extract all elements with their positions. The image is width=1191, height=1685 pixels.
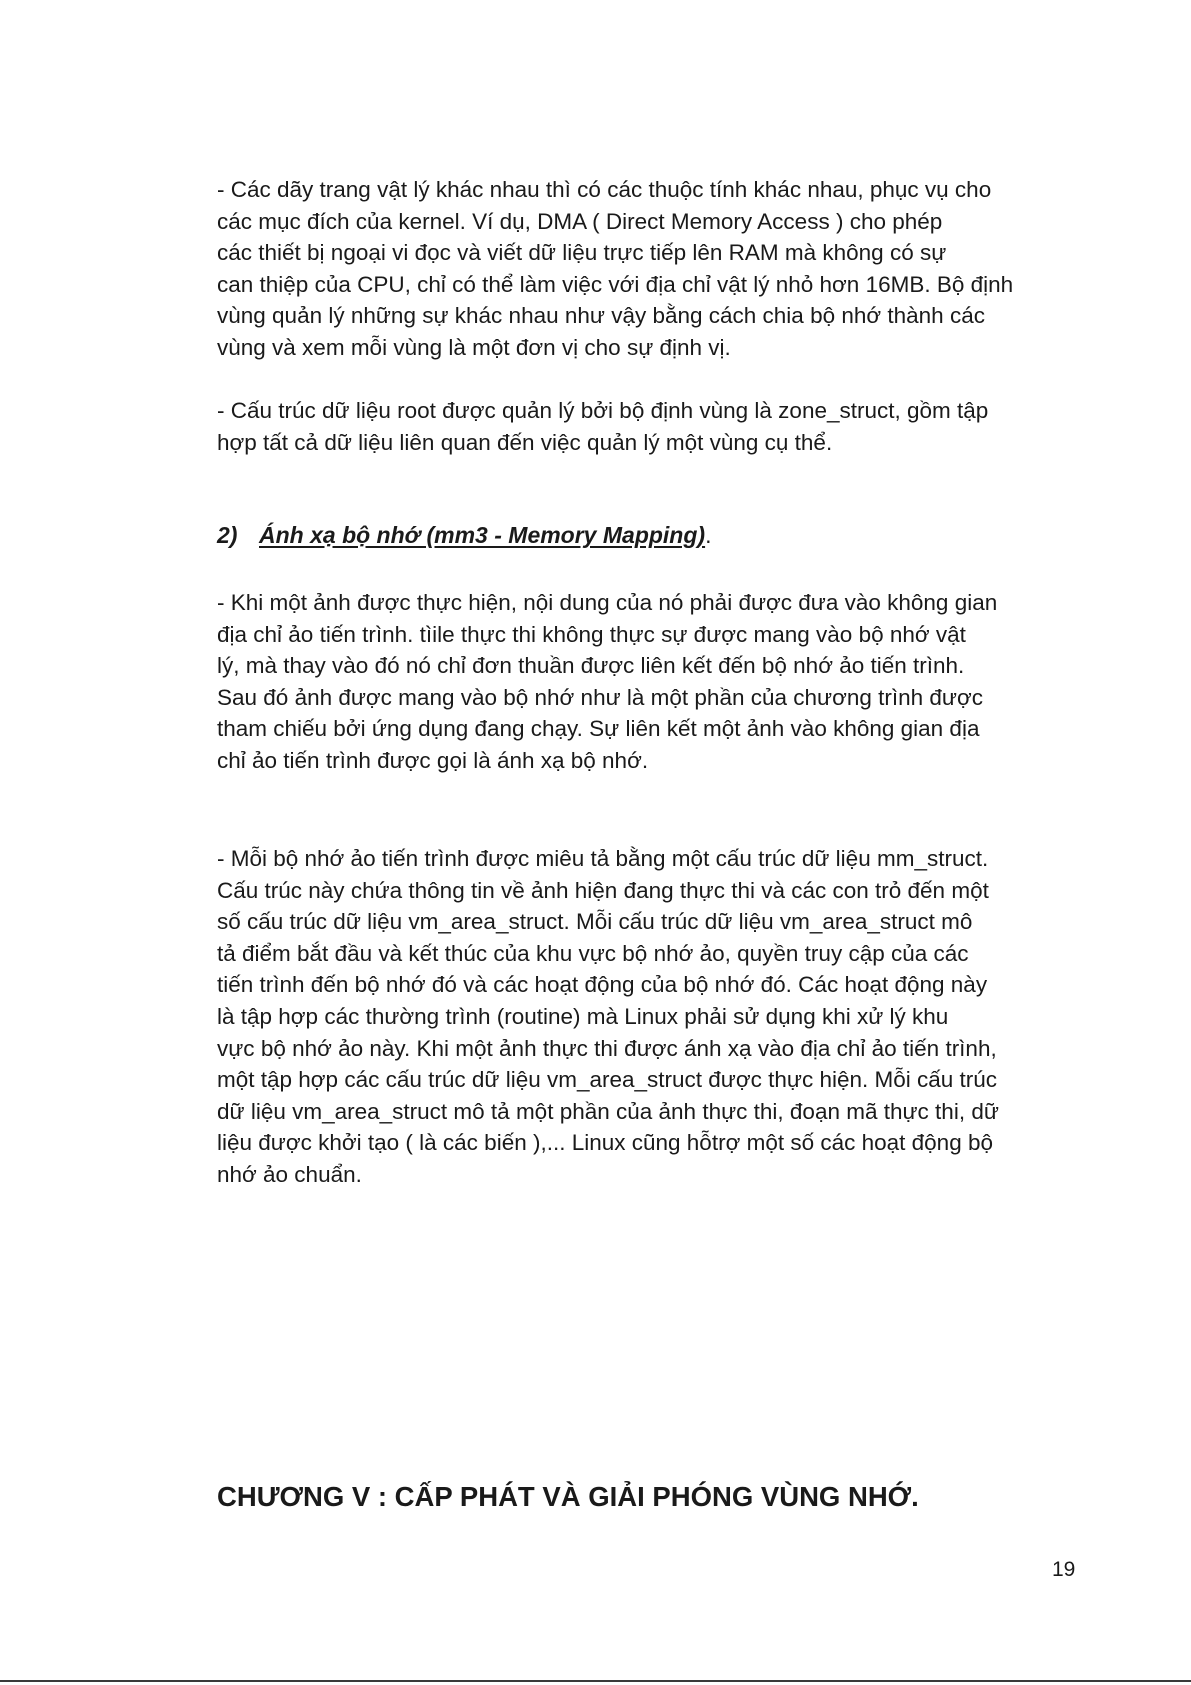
text-line: - Các dãy trang vật lý khác nhau thì có các thuộc tính khác nhau, phục vụ cho [217, 177, 992, 202]
bottom-divider [0, 1680, 1191, 1682]
text-line: tham chiếu bởi ứng dụng đang chạy. Sự liên kết một ảnh vào không gian địa [217, 716, 980, 742]
text-line: là tập hợp các thường trình (routine) mà Linux phải sử dụng khi xử lý khu [217, 1003, 949, 1029]
text-line: lý, mà thay vào đó nó chỉ đơn thuần được liên kết đến bộ nhớ ảo tiến trình. [217, 653, 965, 679]
text-line: can thiệp của CPU, chỉ có thể làm việc với địa chỉ vật lý nhỏ hơn 16MB. Bộ định [217, 271, 1014, 297]
text-line: dữ liệu vm_area_struct mô tả một phần của ảnh thực thi, đoạn mã thực thi, dữ [217, 1098, 999, 1124]
text-line: - Cấu trúc dữ liệu root được quản lý bởi bộ định vùng là zone_struct, gồm tập [217, 398, 989, 423]
section-heading [217, 522, 711, 549]
text-line: nhớ ảo chuẩn. [217, 1161, 362, 1187]
paragraph-mm-struct [217, 843, 1077, 1191]
text-line: vực bộ nhớ ảo này. Khi một ảnh thực thi được ánh xạ vào địa chỉ ảo tiến trình, [217, 1035, 997, 1061]
text-line: tiến trình đến bộ nhớ đó và các hoạt động của bộ nhớ đó. Các hoạt động này [217, 972, 988, 998]
text-line: - Mỗi bộ nhớ ảo tiến trình được miêu tả bằng một cấu trúc dữ liệu mm_struct. [217, 846, 989, 871]
text-line: một tập hợp các cấu trúc dữ liệu vm_area_struct được thực hiện. Mỗi cấu trúc [217, 1067, 998, 1093]
text-line: số cấu trúc dữ liệu vm_area_struct. Mỗi cấu trúc dữ liệu vm_area_struct mô [217, 909, 973, 935]
paragraph-memory-mapping-intro [217, 587, 1077, 777]
section-title: Ánh xạ bộ nhớ (mm3 - Memory Mapping) [259, 522, 706, 548]
text-line: vùng quản lý những sự khác nhau như vậy bằng cách chia bộ nhớ thành các [217, 303, 985, 329]
text-line: Cấu trúc này chứa thông tin về ảnh hiện đang thực thi và các con trỏ đến một [217, 877, 989, 903]
text-line: - Khi một ảnh được thực hiện, nội dung của nó phải được đưa vào không gian [217, 590, 998, 615]
section-number: 2) [217, 522, 238, 548]
text-line: hợp tất cả dữ liệu liên quan đến việc quản lý một vùng cụ thể. [217, 429, 833, 455]
paragraph-zone-struct [217, 395, 1077, 458]
text-line: vùng và xem mỗi vùng là một đơn vị cho sự định vị. [217, 334, 731, 360]
section-trailing-period: . [705, 522, 712, 548]
text-line: các thiết bị ngoại vi đọc và viết dữ liệu trực tiếp lên RAM mà không có sự [217, 240, 947, 266]
page-number: 19 [1052, 1558, 1076, 1581]
text-line: tả điểm bắt đầu và kết thúc của khu vực bộ nhớ ảo, quyền truy cập của các [217, 940, 969, 966]
text-line: chỉ ảo tiến trình được gọi là ánh xạ bộ nhớ. [217, 747, 649, 773]
chapter-heading: CHƯƠNG V : CẤP PHÁT VÀ GIẢI PHÓNG VÙNG NHỚ. [217, 1481, 919, 1512]
paragraph-physical-page-zones [217, 174, 1077, 364]
text-line: địa chỉ ảo tiến trình. tìile thực thi không thực sự được mang vào bộ nhớ vật [217, 621, 966, 647]
text-line: các mục đích của kernel. Ví dụ, DMA ( Direct Memory Access ) cho phép [217, 208, 943, 234]
text-line: liệu được khởi tạo ( là các biến ),... Linux cũng hỗtrợ một số các hoạt động bộ [217, 1130, 993, 1156]
text-line: Sau đó ảnh được mang vào bộ nhớ như là một phần của chương trình được [217, 684, 983, 710]
